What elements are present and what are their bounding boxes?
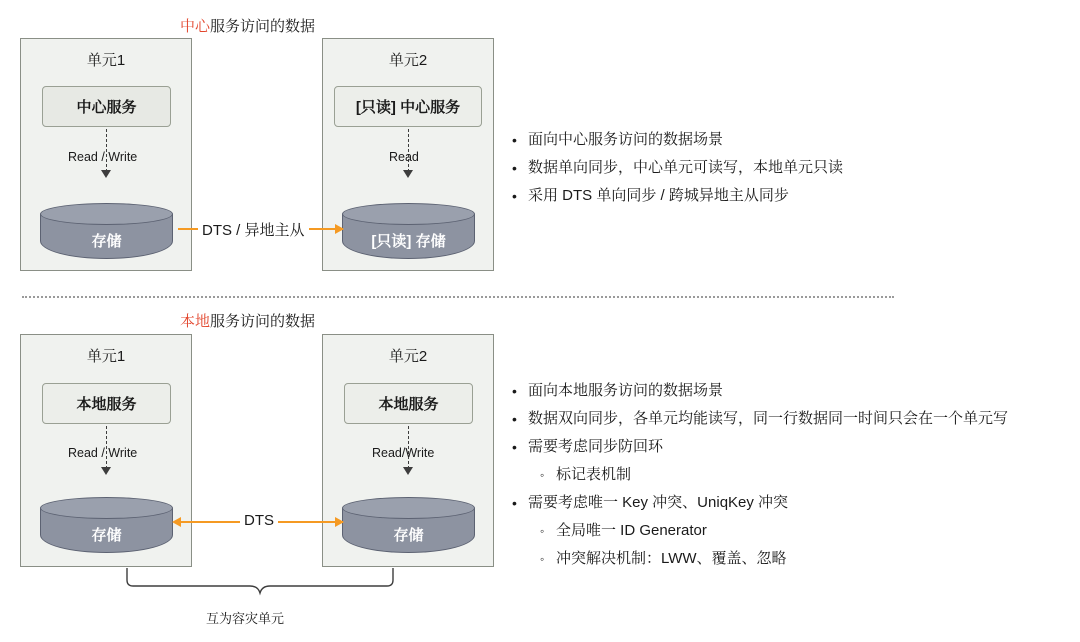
- bottom-bullets: [512, 377, 1008, 573]
- list-item: [512, 182, 843, 210]
- bullet-marker: •: [512, 383, 517, 399]
- bullet-text: 标记表机制: [556, 466, 632, 483]
- top-unit2-storage: [342, 203, 475, 259]
- bottom-unit1-rw-label: Read / Write: [68, 446, 138, 460]
- bullet-marker: ◦: [540, 524, 545, 538]
- bottom-unit1-storage-label: 存储: [91, 527, 122, 544]
- top-unit1-label: 单元1: [86, 52, 126, 69]
- bottom-unit1-storage: [40, 497, 173, 553]
- list-item: [512, 461, 1008, 489]
- bottom-unit1-flow-arrowhead: [101, 467, 111, 475]
- bullet-marker: •: [512, 132, 517, 148]
- top-unit2-rw-label: Read: [389, 150, 419, 164]
- bottom-sync-label: DTS: [240, 512, 278, 529]
- bottom-unit2-flow-arrowhead: [403, 467, 413, 475]
- bullet-text: 数据双向同步，各单元均能读写，同一行数据同一时间只会在一个单元写: [528, 410, 1009, 427]
- bullet-text: 面向本地服务访问的数据场景: [528, 382, 724, 399]
- top-unit2-label: 单元2: [388, 52, 428, 69]
- top-section-title-rest: 服务访问的数据: [210, 18, 316, 35]
- list-item: [512, 405, 1008, 433]
- top-unit2-service: [只读] 中心服务: [334, 86, 482, 127]
- list-item: [512, 154, 843, 182]
- top-section-title: [180, 17, 315, 37]
- bottom-section-title-highlight: 本地: [180, 313, 211, 330]
- top-unit1-storage-label: 存储: [91, 233, 122, 250]
- bullet-marker: •: [512, 411, 517, 427]
- list-item: [512, 433, 1008, 461]
- bottom-section-title-rest: 服务访问的数据: [210, 313, 316, 330]
- disaster-recovery-label: 互为容灾单元: [206, 611, 285, 626]
- bullet-text: 冲突解决机制：LWW、覆盖、忽略: [556, 550, 787, 567]
- list-item: [512, 489, 1008, 517]
- top-sync-label: DTS / 异地主从: [198, 219, 309, 240]
- bottom-unit2-rw-label: Read/Write: [372, 446, 435, 460]
- list-item: [512, 377, 1008, 405]
- bullet-text: 需要考虑同步防回环: [528, 438, 664, 455]
- top-bullets: [512, 126, 843, 210]
- bottom-sync-arrowhead-left: [172, 517, 181, 527]
- top-unit1-flow-arrowhead: [101, 170, 111, 178]
- top-unit1-rw-label: Read / Write: [68, 150, 138, 164]
- bottom-unit2-storage-label: 存储: [393, 527, 424, 544]
- bullet-marker: ◦: [540, 468, 545, 482]
- top-unit1-service: 中心服务: [42, 86, 171, 127]
- bottom-unit1-service: 本地服务: [42, 383, 171, 424]
- bullet-marker: •: [512, 495, 517, 511]
- list-item: [512, 517, 1008, 545]
- bullet-marker: •: [512, 439, 517, 455]
- top-unit2-flow-arrowhead: [403, 170, 413, 178]
- bottom-unit2-storage: [342, 497, 475, 553]
- bullet-marker: •: [512, 160, 517, 176]
- bottom-unit2-service: 本地服务: [344, 383, 473, 424]
- bottom-unit1-label: 单元1: [86, 348, 126, 365]
- top-unit1-storage: [40, 203, 173, 259]
- bullet-text: 需要考虑唯一 Key 冲突、UniqKey 冲突: [528, 494, 789, 511]
- bottom-section-title: [180, 312, 315, 332]
- bullet-text: 采用 DTS 单向同步 / 跨城异地主从同步: [528, 187, 789, 204]
- list-item: [512, 126, 843, 154]
- bullet-text: 面向中心服务访问的数据场景: [528, 131, 724, 148]
- top-section-title-highlight: 中心: [180, 18, 211, 35]
- disaster-recovery-brace: [125, 566, 395, 600]
- top-unit2-storage-label: [只读] 存储: [371, 233, 446, 250]
- bullet-text: 全局唯一 ID Generator: [556, 522, 707, 539]
- list-item: [512, 545, 1008, 573]
- bullet-marker: ◦: [540, 552, 545, 566]
- section-divider: [22, 296, 894, 298]
- bullet-marker: •: [512, 188, 517, 204]
- bullet-text: 数据单向同步，中心单元可读写，本地单元只读: [528, 159, 844, 176]
- bottom-unit2-label: 单元2: [388, 348, 428, 365]
